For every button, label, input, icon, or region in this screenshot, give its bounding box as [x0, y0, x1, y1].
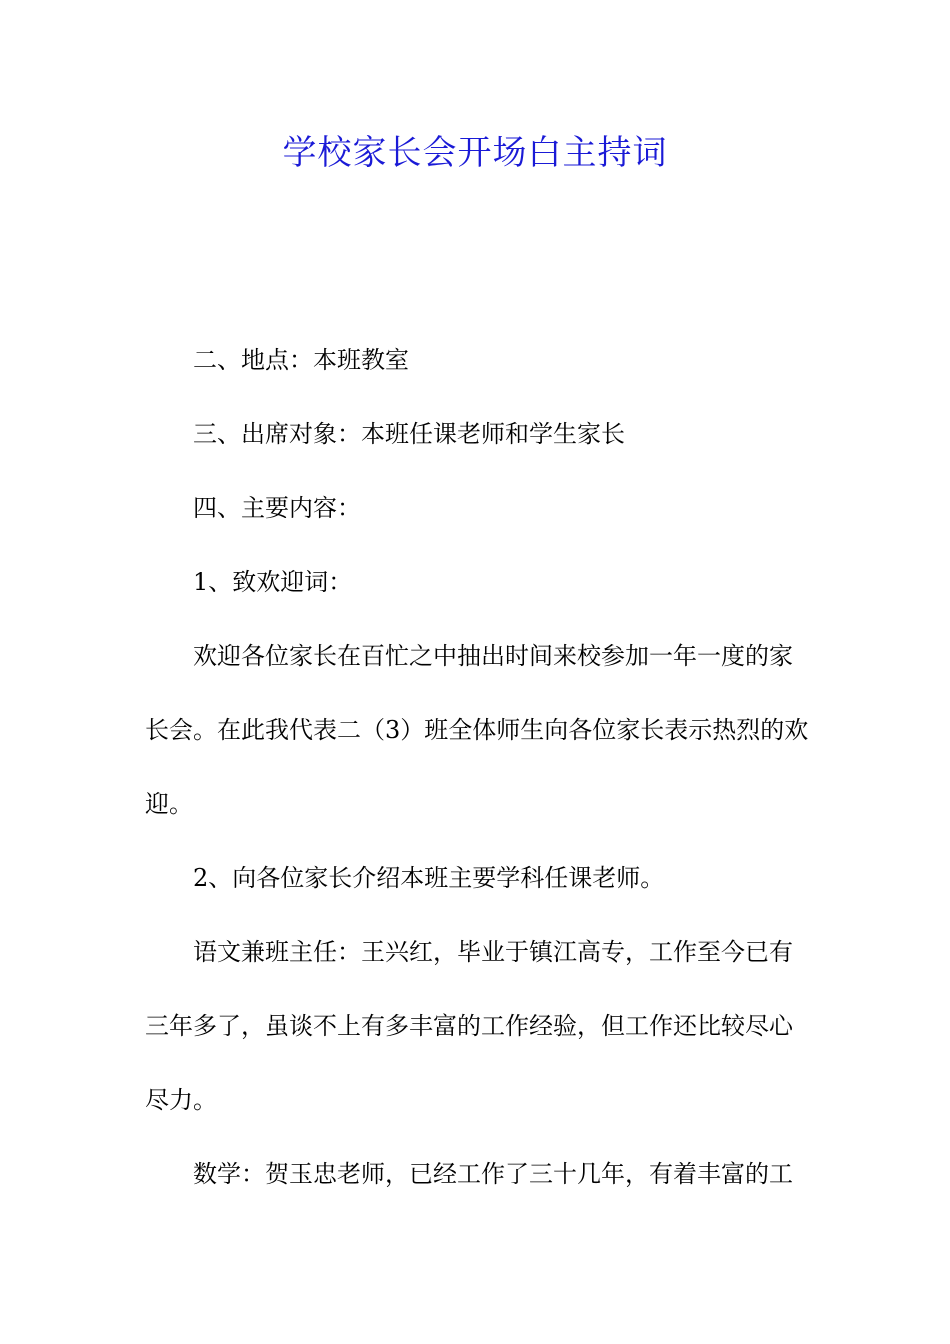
text-line-teachers-heading: 2、向各位家长介绍本班主要学科任课老师。 — [193, 864, 665, 892]
text-line-math-teacher: 数学：贺玉忠老师，已经工作了三十几年，有着丰富的工 — [193, 1160, 793, 1188]
text-line-welcome-heading: 1、致欢迎词： — [193, 568, 353, 596]
document-title: 学校家长会开场白主持词 — [282, 133, 668, 173]
text-line-attendees: 三、出席对象：本班任课老师和学生家长 — [193, 420, 625, 448]
text-line-chinese-teacher-3: 尽力。 — [145, 1086, 217, 1114]
text-line-location: 二、地点：本班教室 — [193, 346, 409, 374]
text-line-welcome-3: 迎。 — [145, 790, 193, 818]
text-line-welcome-1: 欢迎各位家长在百忙之中抽出时间来校参加一年一度的家 — [193, 642, 793, 670]
text-line-main-content: 四、主要内容： — [193, 494, 361, 522]
text-line-welcome-2: 长会。在此我代表二（3）班全体师生向各位家长表示热烈的欢 — [145, 716, 809, 744]
text-line-chinese-teacher-2: 三年多了，虽谈不上有多丰富的工作经验，但工作还比较尽心 — [145, 1012, 793, 1040]
text-line-chinese-teacher-1: 语文兼班主任：王兴红，毕业于镇江高专，工作至今已有 — [193, 938, 793, 966]
